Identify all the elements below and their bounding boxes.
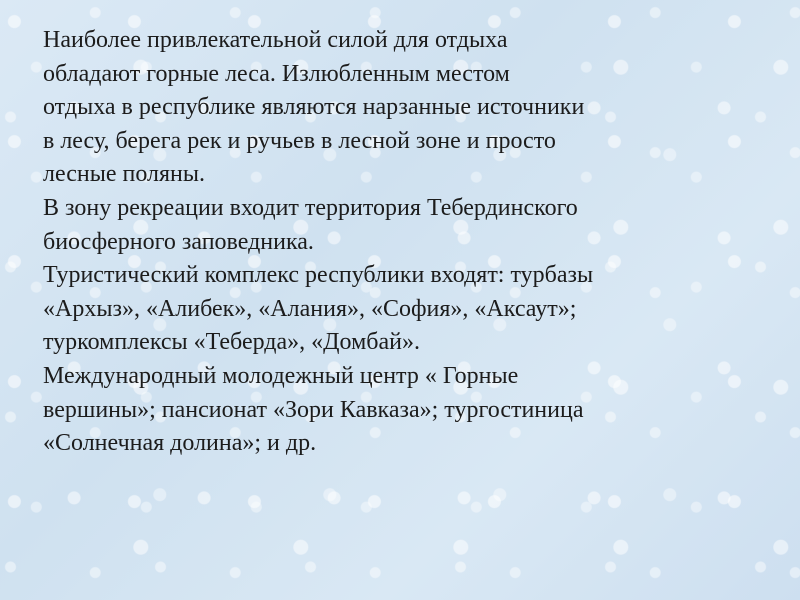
text-line: В зону рекреации входит территория Тебердинского: [43, 194, 578, 221]
text-line: биосферного заповедника.: [43, 228, 314, 255]
body-text: [43, 24, 773, 461]
text-line: Туристический комплекс республики входят: турбазы: [43, 262, 594, 289]
text-line: туркомплексы «Теберда», «Домбай».: [43, 329, 420, 356]
text-line: Международный молодежный центр « Горные: [43, 362, 519, 389]
text-line: в лесу, берега рек и ручьев в лесной зоне и просто: [43, 127, 556, 154]
text-line: обладают горные леса. Излюбленным местом: [43, 60, 510, 87]
text-line: отдыха в республике являются нарзанные источники: [43, 94, 585, 121]
text-line: вершины»; пансионат «Зори Кавказа»; тургостиница: [43, 396, 584, 423]
text-line: «Архыз», «Алибек», «Алания», «София», «Аксаут»;: [43, 295, 577, 322]
text-line: «Солнечная долина»; и др.: [43, 430, 317, 457]
text-line: лесные поляны.: [43, 161, 206, 188]
text-line: Наиболее привлекательной силой для отдыха: [43, 27, 508, 53]
